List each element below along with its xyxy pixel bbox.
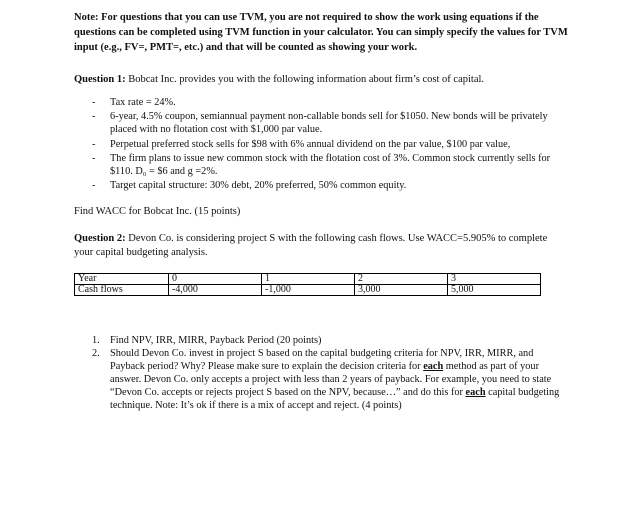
table-header-cell: Cash flows (75, 285, 169, 296)
list-item: - Tax rate = 24%. (92, 97, 176, 108)
emphasis-each: each (465, 387, 486, 398)
question-2-intro (74, 232, 564, 260)
emphasis-each: each (423, 361, 444, 372)
table-cell: -4,000 (169, 285, 262, 296)
list-item: 2. Should Devon Co. invest in project S based on the capital budgeting criteria for NPV, IRR, MIRR, and Payback period? Why? Please make sure to explain the decision criteria for each method as part of your answer. Devon Co. only accepts a project with less than 2 years of payback. For example, you need to state “Devon Co. accepts or rejects project S based on the NPV, because…” and do this for each capital budgeting technique. Note: It’s ok if there is a mix of accept and reject. (4 points) (92, 348, 560, 411)
table-row (75, 274, 541, 285)
question-2-tasks (92, 334, 564, 412)
list-item: - The firm plans to issue new common stock with the flotation cost of 3%. Common stock currently sells for $110. D₀ = $6 and g =2%. (92, 152, 551, 178)
question-1-bullets (92, 96, 572, 193)
cash-flow-table (74, 273, 541, 296)
list-item: - Target capital structure: 30% debt, 20% preferred, 50% common equity. (92, 180, 407, 192)
note-paragraph: Note: For questions that you can use TVM, you are not required to show the work using equations if the questions can be completed using TVM function in your calculator. You can simply specify the values for TVM input (e.g., FV=, PMT=, etc.) and that will be counted as showing your work. (74, 12, 568, 53)
table-cell: 3,000 (355, 285, 448, 296)
list-item: - 6-year, 4.5% coupon, semiannual payment non-callable bonds sell for $1050. New bonds will be privately placed with no flotation cost with $1,000 par value. (92, 111, 548, 136)
table-cell: 0 (169, 274, 262, 285)
list-item: 1. Find NPV, IRR, MIRR, Payback Period (20 points) (92, 335, 322, 346)
question-1-intro (74, 73, 574, 87)
question-2-label: Question 2: (74, 233, 126, 244)
table-row (75, 285, 541, 296)
table-cell: 5,000 (448, 285, 541, 296)
table-cell: -1,000 (262, 285, 355, 296)
table-cell: 1 (262, 274, 355, 285)
table-header-cell: Year (75, 274, 169, 285)
question-1-text: Bobcat Inc. provides you with the following information about firm’s cost of capital. (128, 74, 485, 85)
question-2-text: Devon Co. is considering project S with the following cash flows. Use WACC=5.905% to complete your capital budgeting analysis. (74, 233, 548, 258)
list-item: - Perpetual preferred stock sells for $98 with 6% annual dividend on the par value, $100 par value, (92, 138, 511, 150)
table-cell: 2 (355, 274, 448, 285)
table-cell: 3 (448, 274, 541, 285)
question-1-label: Question 1: (74, 74, 126, 85)
question-1-task: Find WACC for Bobcat Inc. (15 points) (74, 206, 241, 217)
